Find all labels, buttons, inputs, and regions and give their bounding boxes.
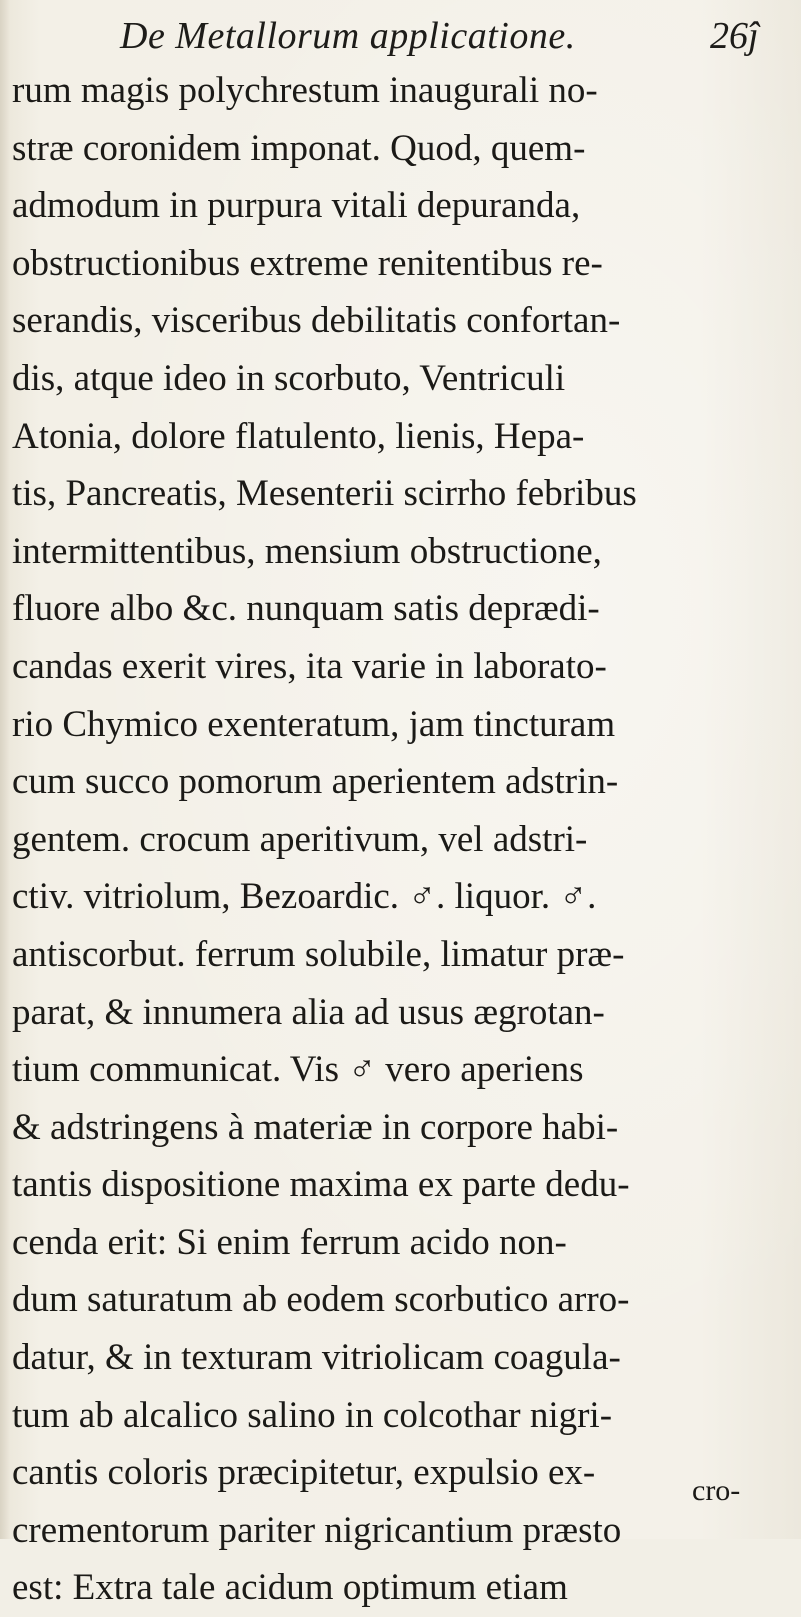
text-line: cantis coloris præcipitetur, expulsio ex-: [12, 1452, 596, 1494]
text-line: parat, & innumera alia ad usus ægrotan-: [12, 991, 605, 1033]
text-line: dum saturatum ab eodem scorbutico arro-: [12, 1279, 630, 1321]
text-line: intermittentibus, mensium obstructione,: [12, 530, 602, 572]
text-line: & adstringens à materiæ in corpore habi-: [12, 1106, 619, 1148]
text-line: cenda erit: Si enim ferrum acido non-: [12, 1221, 567, 1263]
text-line: datur, & in texturam vitriolicam coagula-: [12, 1337, 621, 1379]
text-line: tis, Pancreatis, Mesenterii scirrho febribus: [12, 473, 637, 515]
text-line: dis, atque ideo in scorbuto, Ventriculi: [12, 357, 566, 399]
text-line: gentem. crocum aperitivum, vel adstri-: [12, 818, 588, 860]
text-line: tium communicat. Vis ♂ vero aperiens: [12, 1049, 584, 1091]
text-line: fluore albo &c. nunquam satis deprædi-: [12, 588, 600, 630]
text-line: tum ab alcalico salino in colcothar nigri-: [12, 1394, 613, 1436]
text-line: est: Extra tale acidum optimum etiam: [12, 1567, 568, 1609]
text-line: cum succo pomorum aperientem adstrin-: [12, 761, 619, 803]
text-line: serandis, visceribus debilitatis confortan-: [12, 300, 621, 342]
text-line: tantis dispositione maxima ex parte dedu-: [12, 1164, 630, 1206]
page-gutter-shadow: [0, 0, 10, 1539]
page-number: 26ĵ: [710, 15, 759, 57]
text-line: crementorum pariter nigricantium præsto: [12, 1509, 622, 1551]
text-line: candas exerit vires, ita varie in laborato-: [12, 645, 607, 687]
text-line: ctiv. vitriolum, Bezoardic. ♂. liquor. ♂.: [12, 876, 597, 918]
catchword: cro-: [692, 1474, 741, 1507]
text-line: Atonia, dolore flatulento, lienis, Hepa-: [12, 415, 585, 457]
running-head: De Metallorum applicatione.: [120, 15, 576, 57]
text-line: rum magis polychrestum inaugurali no-: [12, 70, 598, 111]
text-line: antiscorbut. ferrum solubile, limatur præ-: [12, 933, 625, 975]
text-line: rio Chymico exenteratum, jam tincturam: [12, 703, 616, 745]
text-line: obstructionibus extreme renitentibus re-: [12, 242, 603, 284]
text-body: [12, 62, 752, 1617]
text-line: admodum in purpura vitali depuranda,: [12, 185, 581, 227]
text-line: stræ coronidem imponat. Quod, quem-: [12, 127, 586, 169]
